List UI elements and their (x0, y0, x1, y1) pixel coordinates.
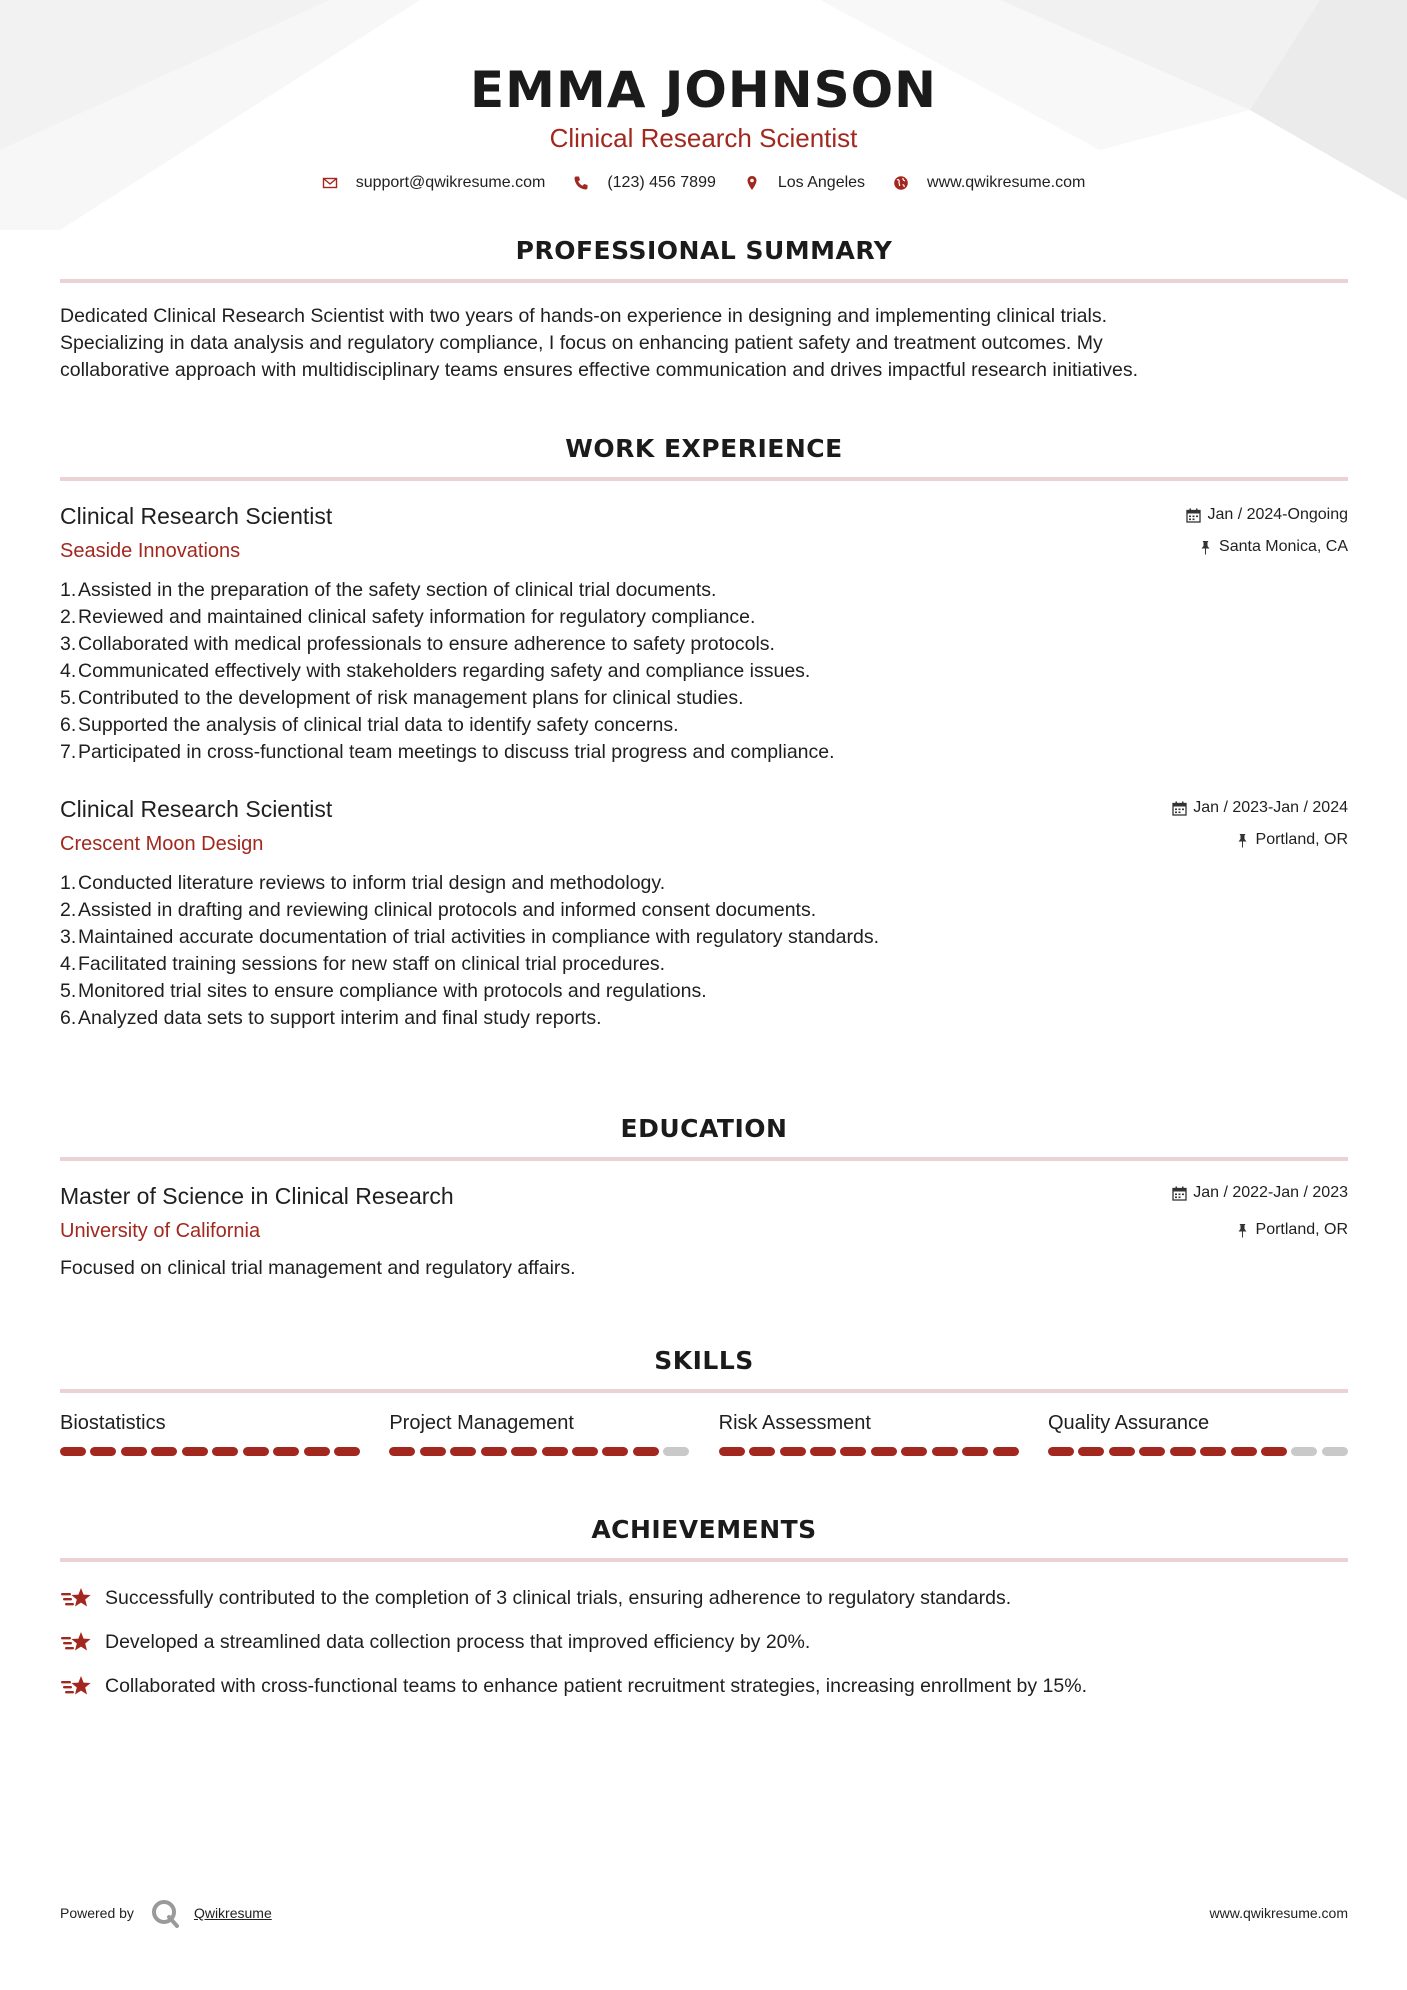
skill-level-segment-filled (602, 1447, 628, 1456)
calendar-icon (1172, 801, 1187, 816)
skill-level-segment-empty (663, 1447, 689, 1456)
skill-level-segment-filled (749, 1447, 775, 1456)
skill-level-segment-filled (450, 1447, 476, 1456)
education-heading: EDUCATION (60, 1114, 1348, 1161)
skill-level-segment-filled (511, 1447, 537, 1456)
contact-website[interactable] (893, 174, 1085, 192)
list-item: 4. Communicated effectively with stakeholders regarding safety and compliance issues. (60, 660, 811, 682)
achievement-text: Developed a streamlined data collection process that improved efficiency by 20%. (105, 1630, 811, 1653)
skill-name: Project Management (389, 1412, 574, 1434)
education-date-row (1172, 1183, 1348, 1203)
skills-section (60, 1346, 1348, 1456)
contact-bar (0, 174, 1407, 192)
qwikresume-logo-icon (150, 1898, 180, 1928)
job-place: Portland, OR (1255, 831, 1348, 848)
skill-item (60, 1409, 360, 1456)
job-meta (1172, 798, 1348, 850)
job-bullets (60, 577, 1348, 766)
degree-title: Master of Science in Clinical Research (60, 1183, 454, 1209)
achievement-item (60, 1664, 1348, 1708)
brand-link[interactable]: Qwikresume (193, 1905, 272, 1921)
skill-level-segment-filled (780, 1447, 806, 1456)
list-item: 6. Supported the analysis of clinical trial data to identify safety concerns. (60, 714, 679, 736)
education-place: Portland, OR (1255, 1221, 1348, 1238)
powered-by (60, 1898, 272, 1928)
skill-level-bar (60, 1447, 360, 1456)
job-place: Santa Monica, CA (1219, 538, 1348, 555)
achievement-text: Successfully contributed to the completion of 3 clinical trials, ensuring adherence to regulatory standards. (105, 1586, 1012, 1609)
location-text: Los Angeles (777, 174, 866, 191)
skill-level-segment-filled (1200, 1447, 1226, 1456)
experience-heading: WORK EXPERIENCE (60, 434, 1348, 481)
skill-item (719, 1409, 1019, 1456)
education-entry (60, 1181, 1348, 1282)
website-text: www.qwikresume.com (927, 174, 1086, 191)
shooting-star-icon (60, 1585, 94, 1611)
skill-level-segment-filled (810, 1447, 836, 1456)
list-item: 2. Assisted in drafting and reviewing clinical protocols and informed consent documents. (60, 899, 817, 921)
achievement-item (60, 1620, 1348, 1664)
education-section (60, 1114, 1348, 1282)
skill-level-segment-filled (1170, 1447, 1196, 1456)
summary-line: Specializing in data analysis and regulatory compliance, I focus on enhancing patient safety and treatment outcomes. My (60, 332, 1103, 354)
skill-level-segment-filled (993, 1447, 1019, 1456)
summary-section (60, 236, 1348, 384)
list-item: 4. Facilitated training sessions for new staff on clinical trial procedures. (60, 953, 666, 975)
summary-heading: PROFESSIONAL SUMMARY (60, 236, 1348, 283)
job-date-row (1186, 505, 1348, 525)
summary-line: Dedicated Clinical Research Scientist with two years of hands-on experience in designing and implementing clinical trials. (60, 305, 1108, 327)
skill-level-segment-filled (182, 1447, 208, 1456)
achievement-item (60, 1576, 1348, 1620)
globe-icon (893, 175, 909, 191)
skill-name: Risk Assessment (718, 1412, 871, 1434)
experience-section (60, 434, 1348, 1032)
education-place-row (1172, 1220, 1348, 1240)
skill-level-segment-filled (151, 1447, 177, 1456)
contact-location (744, 174, 865, 192)
skill-level-segment-filled (481, 1447, 507, 1456)
skill-level-segment-filled (304, 1447, 330, 1456)
skill-level-segment-filled (572, 1447, 598, 1456)
skill-level-segment-filled (719, 1447, 745, 1456)
skill-level-segment-filled (840, 1447, 866, 1456)
page-footer (60, 1898, 1348, 1928)
skill-level-segment-filled (871, 1447, 897, 1456)
skill-level-segment-filled (1231, 1447, 1257, 1456)
summary-line: collaborative approach with multidisciplinary teams ensures effective communication and drives impactful research initiatives. (60, 359, 1139, 381)
skill-level-segment-filled (932, 1447, 958, 1456)
list-item: 6. Analyzed data sets to support interim and final study reports. (60, 1007, 602, 1029)
skill-level-segment-filled (273, 1447, 299, 1456)
skill-level-segment-filled (1109, 1447, 1135, 1456)
education-date: Jan / 2022-Jan / 2023 (1193, 1184, 1348, 1201)
skill-level-segment-filled (1139, 1447, 1165, 1456)
calendar-icon (1172, 1186, 1187, 1201)
skill-level-segment-filled (901, 1447, 927, 1456)
list-item: 1. Conducted literature reviews to inform trial design and methodology. (60, 872, 666, 894)
list-item: 5. Contributed to the development of risk management plans for clinical studies. (60, 687, 744, 709)
skill-level-segment-filled (334, 1447, 360, 1456)
job-place-row (1172, 830, 1348, 850)
skill-level-segment-empty (1322, 1447, 1348, 1456)
skill-item (1048, 1409, 1348, 1456)
skill-level-segment-filled (1078, 1447, 1104, 1456)
job-company: Seaside Innovations (60, 540, 241, 562)
job-title: Clinical Research Scientist (60, 503, 333, 529)
skill-level-segment-filled (633, 1447, 659, 1456)
job-date-row (1172, 798, 1348, 818)
list-item: 3. Maintained accurate documentation of trial activities in compliance with regulatory standards. (60, 926, 879, 948)
candidate-title: Clinical Research Scientist (549, 123, 858, 153)
skill-level-bar (1048, 1447, 1348, 1456)
pushpin-icon (1198, 540, 1213, 555)
resume-header (0, 0, 1407, 192)
skill-name: Quality Assurance (1047, 1412, 1210, 1434)
list-item: 1. Assisted in the preparation of the safety section of clinical trial documents. (60, 579, 717, 601)
job-meta (1186, 505, 1348, 557)
powered-by-label: Powered by (60, 1905, 134, 1921)
footer-website-link[interactable]: www.qwikresume.com (1209, 1905, 1348, 1921)
job-bullets (60, 870, 1348, 1032)
job-entry (60, 794, 1348, 1032)
school-name: University of California (60, 1220, 261, 1242)
list-item: 3. Collaborated with medical professionals to ensure adherence to safety protocols. (60, 633, 775, 655)
job-company: Crescent Moon Design (60, 833, 264, 855)
skill-level-segment-filled (1048, 1447, 1074, 1456)
skills-list (60, 1409, 1348, 1456)
contact-phone[interactable] (573, 174, 716, 192)
calendar-icon (1186, 508, 1201, 523)
envelope-icon (322, 175, 338, 191)
phone-icon (573, 175, 589, 191)
contact-email[interactable] (322, 174, 546, 192)
skills-heading: SKILLS (60, 1346, 1348, 1393)
skill-level-segment-filled (243, 1447, 269, 1456)
skill-level-segment-filled (60, 1447, 86, 1456)
achievements-list (60, 1576, 1348, 1708)
pushpin-icon (1235, 1223, 1250, 1238)
skill-level-segment-filled (420, 1447, 446, 1456)
job-entry (60, 501, 1348, 766)
skill-level-segment-filled (962, 1447, 988, 1456)
education-meta (1172, 1183, 1348, 1240)
achievements-section (60, 1515, 1348, 1708)
achievements-heading: ACHIEVEMENTS (60, 1515, 1348, 1562)
job-title: Clinical Research Scientist (60, 796, 333, 822)
skill-level-segment-filled (542, 1447, 568, 1456)
map-pin-icon (744, 175, 760, 191)
pushpin-icon (1235, 833, 1250, 848)
shooting-star-icon (60, 1673, 94, 1699)
skill-level-bar (389, 1447, 689, 1456)
skill-level-segment-filled (389, 1447, 415, 1456)
skill-item (389, 1409, 689, 1456)
skill-name: Biostatistics (60, 1412, 166, 1434)
skill-level-bar (719, 1447, 1019, 1456)
achievement-text: Collaborated with cross-functional teams to enhance patient recruitment strategies, increasing enrollment by 15%. (105, 1674, 1088, 1697)
skill-level-segment-filled (212, 1447, 238, 1456)
education-description: Focused on clinical trial management and regulatory affairs. (60, 1257, 576, 1279)
job-place-row (1186, 537, 1348, 557)
summary-text (60, 303, 1348, 384)
skill-level-segment-filled (1261, 1447, 1287, 1456)
list-item: 2. Reviewed and maintained clinical safety information for regulatory compliance. (60, 606, 756, 628)
job-date: Jan / 2024-Ongoing (1207, 506, 1348, 523)
skill-level-segment-empty (1291, 1447, 1317, 1456)
skill-level-segment-filled (90, 1447, 116, 1456)
phone-text: (123) 456 7899 (607, 174, 716, 191)
job-date: Jan / 2023-Jan / 2024 (1193, 799, 1348, 816)
candidate-name: EMMA JOHNSON (470, 61, 937, 119)
skill-level-segment-filled (121, 1447, 147, 1456)
list-item: 5. Monitored trial sites to ensure compliance with protocols and regulations. (60, 980, 707, 1002)
shooting-star-icon (60, 1629, 94, 1655)
email-text: support@qwikresume.com (355, 174, 546, 191)
list-item: 7. Participated in cross-functional team meetings to discuss trial progress and compliance. (60, 741, 835, 763)
